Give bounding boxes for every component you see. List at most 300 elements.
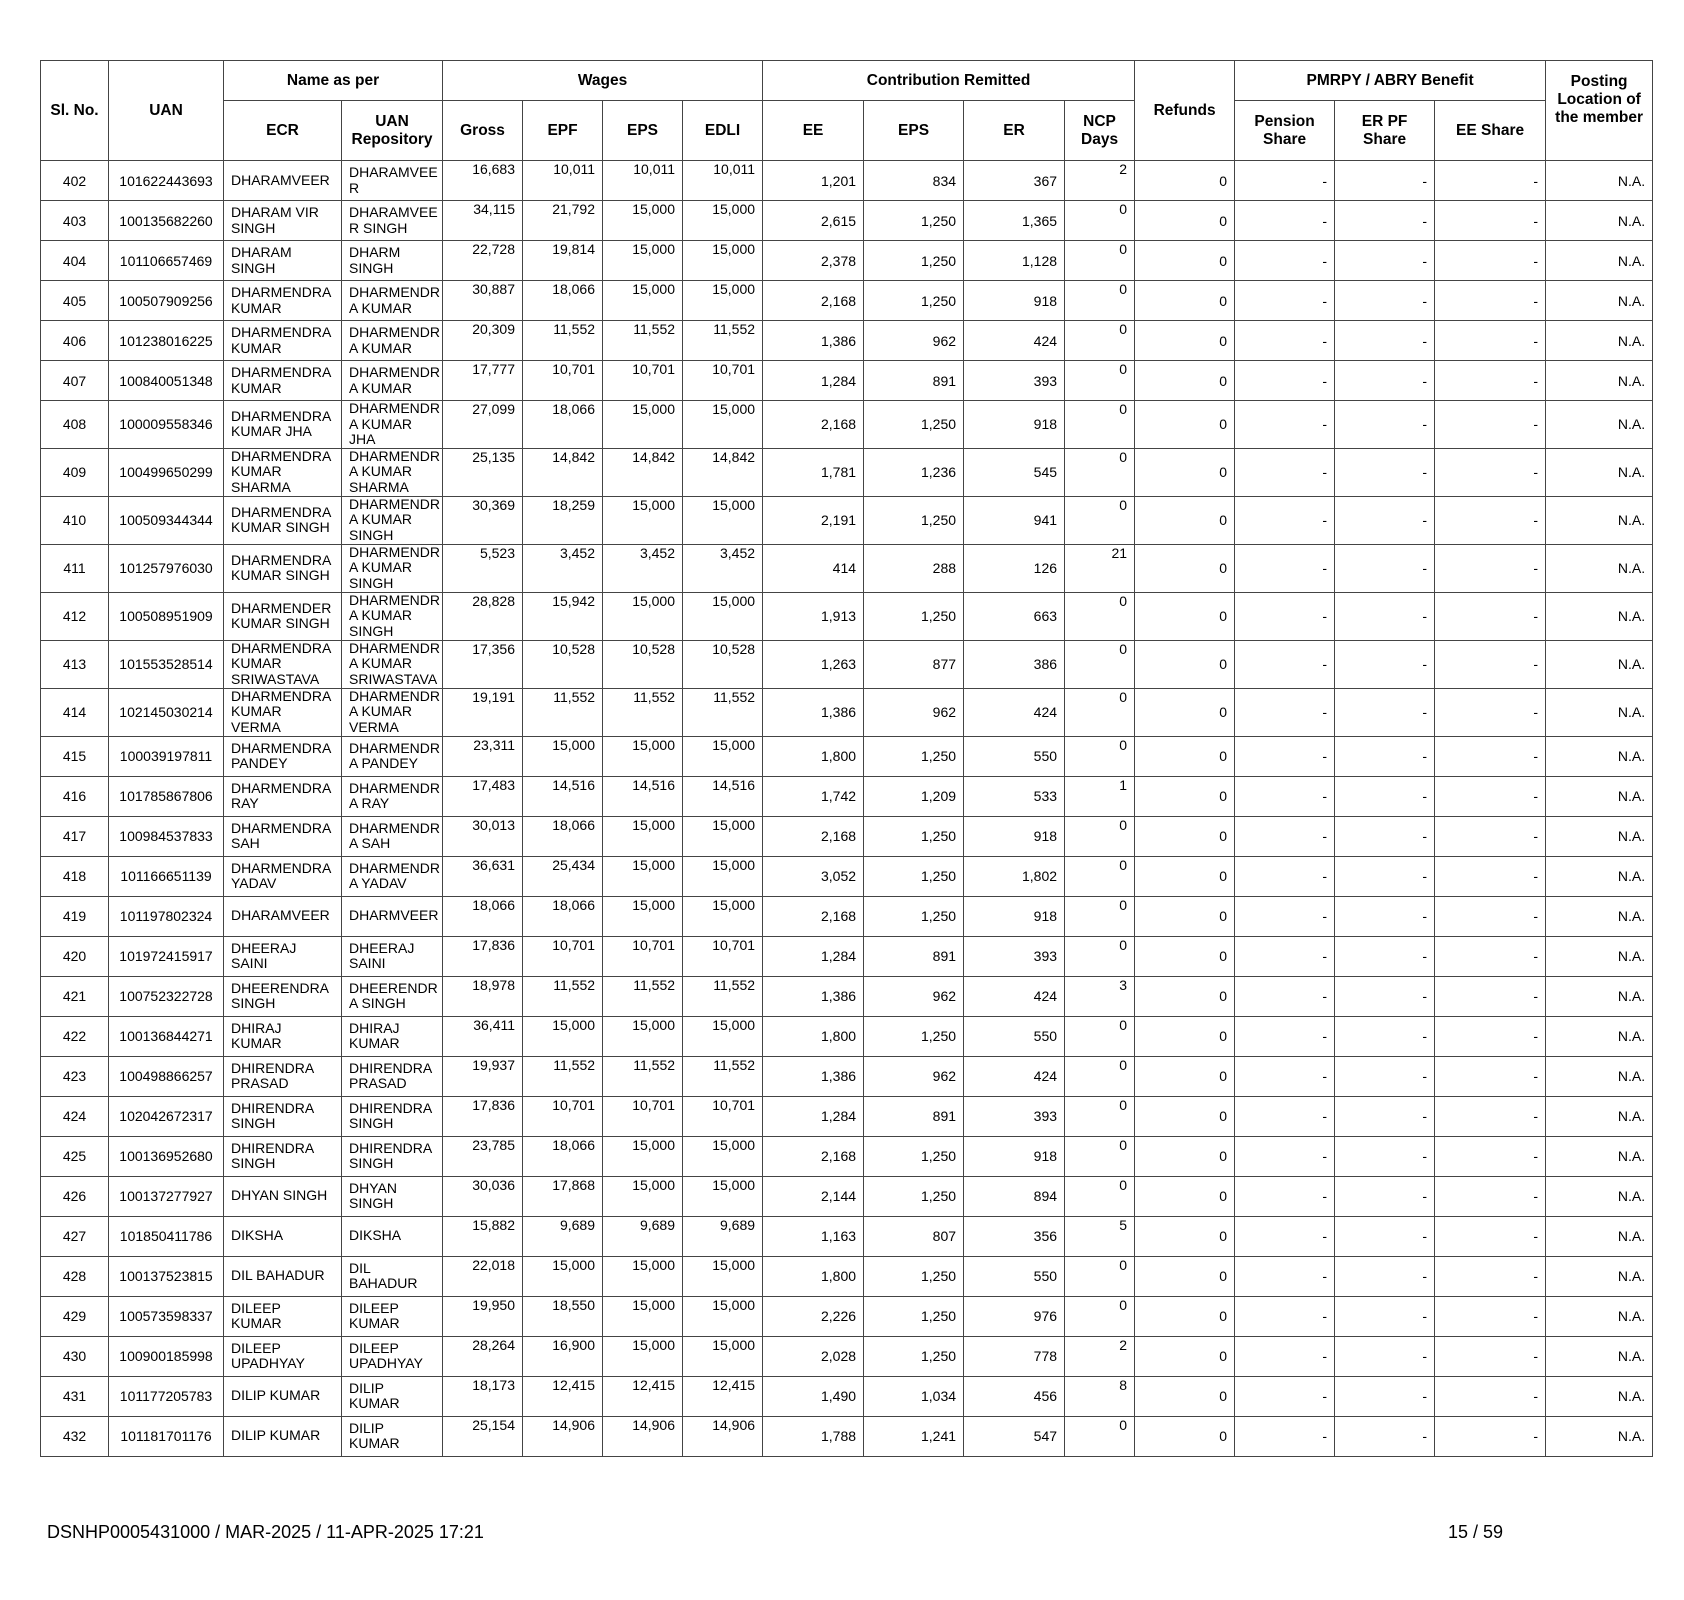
cell-eps: 10,701: [603, 1096, 683, 1136]
cell-sl-no: 426: [41, 1176, 109, 1216]
cell-er-pf-share: -: [1335, 776, 1435, 816]
cell-sl-no: 404: [41, 241, 109, 281]
cell-edli: 10,701: [683, 936, 763, 976]
cell-ncp-days: 1: [1065, 776, 1135, 816]
cell-uan-repository-name: DHARAMVEE R SINGH: [342, 201, 443, 241]
cell-eps: 15,000: [603, 401, 683, 449]
cell-contrib-eps: 1,250: [864, 896, 964, 936]
cell-sl-no: 416: [41, 776, 109, 816]
cell-uan-repository-name: DILIP KUMAR: [342, 1416, 443, 1456]
cell-uan: 101972415917: [109, 936, 224, 976]
cell-edli: 10,701: [683, 1096, 763, 1136]
cell-ncp-days: 0: [1065, 1416, 1135, 1456]
cell-sl-no: 422: [41, 1016, 109, 1056]
cell-er-pf-share: -: [1335, 1376, 1435, 1416]
cell-ee-share: -: [1435, 776, 1546, 816]
cell-er: 424: [964, 321, 1065, 361]
cell-uan-repository-name: DHARMENDR A KUMAR SINGH: [342, 544, 443, 592]
cell-epf: 10,011: [523, 161, 603, 201]
table-body: [41, 161, 1653, 1457]
cell-contrib-eps: 891: [864, 1096, 964, 1136]
cell-epf: 12,415: [523, 1376, 603, 1416]
cell-er: 778: [964, 1336, 1065, 1376]
cell-pension-share: -: [1235, 936, 1335, 976]
cell-refunds: 0: [1135, 936, 1235, 976]
table-row: [41, 401, 1653, 449]
table-row: [41, 241, 1653, 281]
cell-er: 918: [964, 401, 1065, 449]
cell-uan-repository-name: DHARMENDR A KUMAR JHA: [342, 401, 443, 449]
cell-pension-share: -: [1235, 1056, 1335, 1096]
cell-uan-repository-name: DHARMENDR A YADAV: [342, 856, 443, 896]
table-row: [41, 1216, 1653, 1256]
cell-uan: 101850411786: [109, 1216, 224, 1256]
cell-posting-location: N.A.: [1546, 856, 1653, 896]
cell-uan-repository-name: DHARMENDR A RAY: [342, 776, 443, 816]
cell-pension-share: -: [1235, 1096, 1335, 1136]
cell-uan-repository-name: DHARMENDR A KUMAR: [342, 361, 443, 401]
cell-uan: 101622443693: [109, 161, 224, 201]
cell-ee-share: -: [1435, 1096, 1546, 1136]
cell-uan-repository-name: DHARMENDR A KUMAR: [342, 281, 443, 321]
cell-er-pf-share: -: [1335, 936, 1435, 976]
cell-uan-repository-name: DILEEP UPADHYAY: [342, 1336, 443, 1376]
cell-uan: 102145030214: [109, 688, 224, 736]
cell-ee-share: -: [1435, 976, 1546, 1016]
cell-pension-share: -: [1235, 1376, 1335, 1416]
cell-edli: 15,000: [683, 896, 763, 936]
cell-gross: 30,036: [443, 1176, 523, 1216]
cell-uan-repository-name: DHARAMVEE R: [342, 161, 443, 201]
cell-ecr-name: DHYAN SINGH: [224, 1176, 342, 1216]
cell-sl-no: 421: [41, 976, 109, 1016]
cell-epf: 15,000: [523, 1016, 603, 1056]
cell-eps: 15,000: [603, 736, 683, 776]
cell-refunds: 0: [1135, 688, 1235, 736]
cell-uan: 100135682260: [109, 201, 224, 241]
cell-ecr-name: DHARAM SINGH: [224, 241, 342, 281]
cell-er: 941: [964, 496, 1065, 544]
cell-pension-share: -: [1235, 1416, 1335, 1456]
cell-pension-share: -: [1235, 448, 1335, 496]
cell-edli: 11,552: [683, 688, 763, 736]
cell-er-pf-share: -: [1335, 281, 1435, 321]
cell-ecr-name: DIKSHA: [224, 1216, 342, 1256]
cell-ee: 1,788: [763, 1416, 864, 1456]
cell-refunds: 0: [1135, 161, 1235, 201]
cell-er: 356: [964, 1216, 1065, 1256]
cell-eps: 14,842: [603, 448, 683, 496]
cell-ee: 2,028: [763, 1336, 864, 1376]
cell-ee-share: -: [1435, 1376, 1546, 1416]
cell-ee-share: -: [1435, 736, 1546, 776]
cell-edli: 15,000: [683, 1176, 763, 1216]
cell-ecr-name: DHARAM VIR SINGH: [224, 201, 342, 241]
col-ee-share: EE Share: [1435, 101, 1546, 161]
cell-ecr-name: DHIRENDRA SINGH: [224, 1136, 342, 1176]
cell-eps: 15,000: [603, 896, 683, 936]
cell-refunds: 0: [1135, 281, 1235, 321]
cell-pension-share: -: [1235, 688, 1335, 736]
cell-ncp-days: 21: [1065, 544, 1135, 592]
cell-posting-location: N.A.: [1546, 161, 1653, 201]
cell-sl-no: 407: [41, 361, 109, 401]
cell-uan: 100840051348: [109, 361, 224, 401]
cell-contrib-eps: 1,250: [864, 281, 964, 321]
cell-refunds: 0: [1135, 1296, 1235, 1336]
cell-edli: 15,000: [683, 1016, 763, 1056]
cell-contrib-eps: 891: [864, 361, 964, 401]
cell-edli: 12,415: [683, 1376, 763, 1416]
cell-ecr-name: DHEERAJ SAINI: [224, 936, 342, 976]
cell-ecr-name: DHARAMVEER: [224, 896, 342, 936]
cell-uan-repository-name: DIKSHA: [342, 1216, 443, 1256]
cell-er: 550: [964, 1016, 1065, 1056]
cell-posting-location: N.A.: [1546, 544, 1653, 592]
cell-pension-share: -: [1235, 161, 1335, 201]
cell-gross: 18,173: [443, 1376, 523, 1416]
cell-edli: 15,000: [683, 736, 763, 776]
cell-posting-location: N.A.: [1546, 1136, 1653, 1176]
cell-ee: 1,386: [763, 321, 864, 361]
cell-sl-no: 406: [41, 321, 109, 361]
cell-posting-location: N.A.: [1546, 1016, 1653, 1056]
cell-uan-repository-name: DHYAN SINGH: [342, 1176, 443, 1216]
cell-ee: 1,284: [763, 361, 864, 401]
cell-uan-repository-name: DHEERAJ SAINI: [342, 936, 443, 976]
cell-refunds: 0: [1135, 856, 1235, 896]
cell-contrib-eps: 807: [864, 1216, 964, 1256]
cell-refunds: 0: [1135, 401, 1235, 449]
cell-ee: 2,168: [763, 816, 864, 856]
cell-posting-location: N.A.: [1546, 1056, 1653, 1096]
cell-epf: 18,066: [523, 896, 603, 936]
cell-epf: 14,842: [523, 448, 603, 496]
cell-ee-share: -: [1435, 1256, 1546, 1296]
cell-uan-repository-name: DIL BAHADUR: [342, 1256, 443, 1296]
cell-contrib-eps: 1,250: [864, 1256, 964, 1296]
cell-gross: 17,483: [443, 776, 523, 816]
cell-posting-location: N.A.: [1546, 1176, 1653, 1216]
cell-posting-location: N.A.: [1546, 936, 1653, 976]
cell-gross: 17,836: [443, 936, 523, 976]
cell-er: 456: [964, 1376, 1065, 1416]
cell-eps: 10,701: [603, 361, 683, 401]
cell-ee: 3,052: [763, 856, 864, 896]
cell-uan-repository-name: DHARMENDR A KUMAR VERMA: [342, 688, 443, 736]
cell-contrib-eps: 1,250: [864, 241, 964, 281]
cell-er-pf-share: -: [1335, 401, 1435, 449]
cell-eps: 10,701: [603, 936, 683, 976]
cell-pension-share: -: [1235, 1176, 1335, 1216]
cell-epf: 25,434: [523, 856, 603, 896]
cell-pension-share: -: [1235, 976, 1335, 1016]
cell-refunds: 0: [1135, 1176, 1235, 1216]
cell-ee: 1,386: [763, 976, 864, 1016]
cell-er-pf-share: -: [1335, 736, 1435, 776]
table-row: [41, 736, 1653, 776]
cell-edli: 15,000: [683, 241, 763, 281]
cell-ee-share: -: [1435, 361, 1546, 401]
cell-uan-repository-name: DHARMENDR A KUMAR SRIWASTAVA: [342, 640, 443, 688]
cell-eps: 10,011: [603, 161, 683, 201]
col-epf: EPF: [523, 101, 603, 161]
cell-epf: 18,066: [523, 816, 603, 856]
cell-uan: 101181701176: [109, 1416, 224, 1456]
cell-pension-share: -: [1235, 1336, 1335, 1376]
table-row: [41, 1336, 1653, 1376]
cell-epf: 11,552: [523, 321, 603, 361]
cell-epf: 3,452: [523, 544, 603, 592]
cell-ee: 1,284: [763, 936, 864, 976]
col-edli: EDLI: [683, 101, 763, 161]
cell-edli: 10,528: [683, 640, 763, 688]
cell-uan: 100752322728: [109, 976, 224, 1016]
cell-pension-share: -: [1235, 776, 1335, 816]
cell-ee-share: -: [1435, 856, 1546, 896]
cell-gross: 34,115: [443, 201, 523, 241]
table-row: [41, 496, 1653, 544]
cell-ncp-days: 0: [1065, 281, 1135, 321]
cell-ee: 1,201: [763, 161, 864, 201]
cell-er: 918: [964, 816, 1065, 856]
cell-er-pf-share: -: [1335, 1096, 1435, 1136]
cell-gross: 23,785: [443, 1136, 523, 1176]
cell-pension-share: -: [1235, 1256, 1335, 1296]
cell-uan-repository-name: DHARMENDR A PANDEY: [342, 736, 443, 776]
cell-pension-share: -: [1235, 1216, 1335, 1256]
cell-edli: 15,000: [683, 1296, 763, 1336]
cell-gross: 30,013: [443, 816, 523, 856]
cell-posting-location: N.A.: [1546, 401, 1653, 449]
cell-eps: 15,000: [603, 241, 683, 281]
cell-posting-location: N.A.: [1546, 640, 1653, 688]
table-row: [41, 1256, 1653, 1296]
col-er-pf-share: ER PF Share: [1335, 101, 1435, 161]
cell-epf: 10,701: [523, 1096, 603, 1136]
cell-contrib-eps: 1,250: [864, 592, 964, 640]
cell-uan-repository-name: DHIRENDRA PRASAD: [342, 1056, 443, 1096]
cell-eps: 14,516: [603, 776, 683, 816]
cell-posting-location: N.A.: [1546, 776, 1653, 816]
cell-ee: 2,168: [763, 281, 864, 321]
cell-ee: 1,800: [763, 1256, 864, 1296]
cell-contrib-eps: 1,250: [864, 496, 964, 544]
cell-gross: 25,154: [443, 1416, 523, 1456]
cell-er-pf-share: -: [1335, 640, 1435, 688]
cell-ee: 1,800: [763, 736, 864, 776]
cell-ee-share: -: [1435, 1336, 1546, 1376]
cell-ncp-days: 0: [1065, 688, 1135, 736]
cell-eps: 15,000: [603, 1256, 683, 1296]
cell-eps: 15,000: [603, 1016, 683, 1056]
cell-er-pf-share: -: [1335, 321, 1435, 361]
cell-gross: 30,887: [443, 281, 523, 321]
cell-ee: 2,378: [763, 241, 864, 281]
cell-pension-share: -: [1235, 544, 1335, 592]
cell-gross: 17,777: [443, 361, 523, 401]
cell-pension-share: -: [1235, 1296, 1335, 1336]
cell-refunds: 0: [1135, 1416, 1235, 1456]
cell-ecr-name: DHIRENDRA SINGH: [224, 1096, 342, 1136]
cell-sl-no: 414: [41, 688, 109, 736]
cell-refunds: 0: [1135, 1376, 1235, 1416]
cell-posting-location: N.A.: [1546, 1256, 1653, 1296]
cell-ee: 1,742: [763, 776, 864, 816]
cell-edli: 15,000: [683, 401, 763, 449]
cell-er: 393: [964, 936, 1065, 976]
cell-ee-share: -: [1435, 640, 1546, 688]
cell-uan-repository-name: DHARMVEER: [342, 896, 443, 936]
cell-er: 393: [964, 1096, 1065, 1136]
table-row: [41, 1176, 1653, 1216]
cell-uan: 100136952680: [109, 1136, 224, 1176]
cell-eps: 15,000: [603, 496, 683, 544]
cell-edli: 15,000: [683, 201, 763, 241]
table-row: [41, 448, 1653, 496]
table-row: [41, 201, 1653, 241]
cell-uan-repository-name: DHARMENDR A KUMAR SINGH: [342, 592, 443, 640]
cell-epf: 18,066: [523, 401, 603, 449]
cell-sl-no: 429: [41, 1296, 109, 1336]
cell-ncp-days: 0: [1065, 496, 1135, 544]
cell-gross: 25,135: [443, 448, 523, 496]
cell-uan: 101785867806: [109, 776, 224, 816]
cell-eps: 11,552: [603, 1056, 683, 1096]
cell-ee: 2,191: [763, 496, 864, 544]
cell-refunds: 0: [1135, 1256, 1235, 1296]
cell-gross: 19,950: [443, 1296, 523, 1336]
cell-sl-no: 428: [41, 1256, 109, 1296]
cell-eps: 15,000: [603, 816, 683, 856]
cell-gross: 17,356: [443, 640, 523, 688]
cell-sl-no: 403: [41, 201, 109, 241]
cell-ecr-name: DILEEP KUMAR: [224, 1296, 342, 1336]
cell-ee-share: -: [1435, 1296, 1546, 1336]
cell-epf: 10,701: [523, 361, 603, 401]
cell-edli: 15,000: [683, 816, 763, 856]
cell-eps: 14,906: [603, 1416, 683, 1456]
cell-uan: 101166651139: [109, 856, 224, 896]
cell-ncp-days: 8: [1065, 1376, 1135, 1416]
cell-eps: 3,452: [603, 544, 683, 592]
cell-epf: 17,868: [523, 1176, 603, 1216]
cell-uan: 100039197811: [109, 736, 224, 776]
table-row: [41, 1376, 1653, 1416]
cell-edli: 10,701: [683, 361, 763, 401]
cell-ecr-name: DHIRENDRA PRASAD: [224, 1056, 342, 1096]
cell-sl-no: 411: [41, 544, 109, 592]
cell-uan: 100507909256: [109, 281, 224, 321]
cell-ee-share: -: [1435, 592, 1546, 640]
cell-sl-no: 432: [41, 1416, 109, 1456]
cell-posting-location: N.A.: [1546, 1376, 1653, 1416]
cell-ee: 1,913: [763, 592, 864, 640]
cell-refunds: 0: [1135, 1016, 1235, 1056]
cell-uan: 102042672317: [109, 1096, 224, 1136]
cell-ncp-days: 0: [1065, 896, 1135, 936]
cell-er: 533: [964, 776, 1065, 816]
cell-er-pf-share: -: [1335, 976, 1435, 1016]
cell-contrib-eps: 1,209: [864, 776, 964, 816]
cell-er: 550: [964, 1256, 1065, 1296]
cell-uan: 101553528514: [109, 640, 224, 688]
cell-pension-share: -: [1235, 896, 1335, 936]
cell-ee: 1,781: [763, 448, 864, 496]
cell-pension-share: -: [1235, 736, 1335, 776]
cell-er-pf-share: -: [1335, 544, 1435, 592]
cell-posting-location: N.A.: [1546, 816, 1653, 856]
table-row: [41, 1056, 1653, 1096]
cell-uan-repository-name: DHIRAJ KUMAR: [342, 1016, 443, 1056]
cell-pension-share: -: [1235, 321, 1335, 361]
cell-er-pf-share: -: [1335, 201, 1435, 241]
cell-er: 424: [964, 976, 1065, 1016]
cell-er-pf-share: -: [1335, 816, 1435, 856]
cell-eps: 9,689: [603, 1216, 683, 1256]
cell-sl-no: 427: [41, 1216, 109, 1256]
cell-epf: 11,552: [523, 976, 603, 1016]
col-pension-share: Pension Share: [1235, 101, 1335, 161]
cell-ee-share: -: [1435, 1176, 1546, 1216]
cell-uan: 100137277927: [109, 1176, 224, 1216]
cell-sl-no: 412: [41, 592, 109, 640]
table-row: [41, 1416, 1653, 1456]
cell-refunds: 0: [1135, 1216, 1235, 1256]
cell-ncp-days: 0: [1065, 241, 1135, 281]
cell-edli: 15,000: [683, 281, 763, 321]
cell-ecr-name: DHARMENDRA KUMAR SINGH: [224, 496, 342, 544]
cell-uan: 100984537833: [109, 816, 224, 856]
cell-er: 1,365: [964, 201, 1065, 241]
cell-ecr-name: DHARMENDRA YADAV: [224, 856, 342, 896]
cell-ncp-days: 0: [1065, 936, 1135, 976]
cell-gross: 22,728: [443, 241, 523, 281]
group-pmrpy: PMRPY / ABRY Benefit: [1235, 61, 1546, 101]
cell-uan-repository-name: DHARM SINGH: [342, 241, 443, 281]
cell-eps: 15,000: [603, 281, 683, 321]
cell-posting-location: N.A.: [1546, 496, 1653, 544]
cell-ee: 2,168: [763, 1136, 864, 1176]
cell-posting-location: N.A.: [1546, 1296, 1653, 1336]
cell-ee-share: -: [1435, 688, 1546, 736]
cell-gross: 23,311: [443, 736, 523, 776]
table-row: [41, 976, 1653, 1016]
col-uan: UAN: [109, 61, 224, 161]
cell-contrib-eps: 962: [864, 976, 964, 1016]
cell-refunds: 0: [1135, 1336, 1235, 1376]
cell-sl-no: 402: [41, 161, 109, 201]
cell-edli: 15,000: [683, 1336, 763, 1376]
cell-ee: 1,263: [763, 640, 864, 688]
cell-er-pf-share: -: [1335, 496, 1435, 544]
cell-ee: 1,163: [763, 1216, 864, 1256]
cell-sl-no: 408: [41, 401, 109, 449]
cell-gross: 16,683: [443, 161, 523, 201]
cell-edli: 14,516: [683, 776, 763, 816]
cell-ecr-name: DHARMENDRA KUMAR SINGH: [224, 544, 342, 592]
cell-ee-share: -: [1435, 201, 1546, 241]
cell-pension-share: -: [1235, 1136, 1335, 1176]
table-row: [41, 592, 1653, 640]
cell-posting-location: N.A.: [1546, 1216, 1653, 1256]
cell-pension-share: -: [1235, 281, 1335, 321]
cell-uan-repository-name: DILIP KUMAR: [342, 1376, 443, 1416]
cell-gross: 5,523: [443, 544, 523, 592]
cell-posting-location: N.A.: [1546, 201, 1653, 241]
table-row: [41, 640, 1653, 688]
cell-contrib-eps: 1,250: [864, 1296, 964, 1336]
